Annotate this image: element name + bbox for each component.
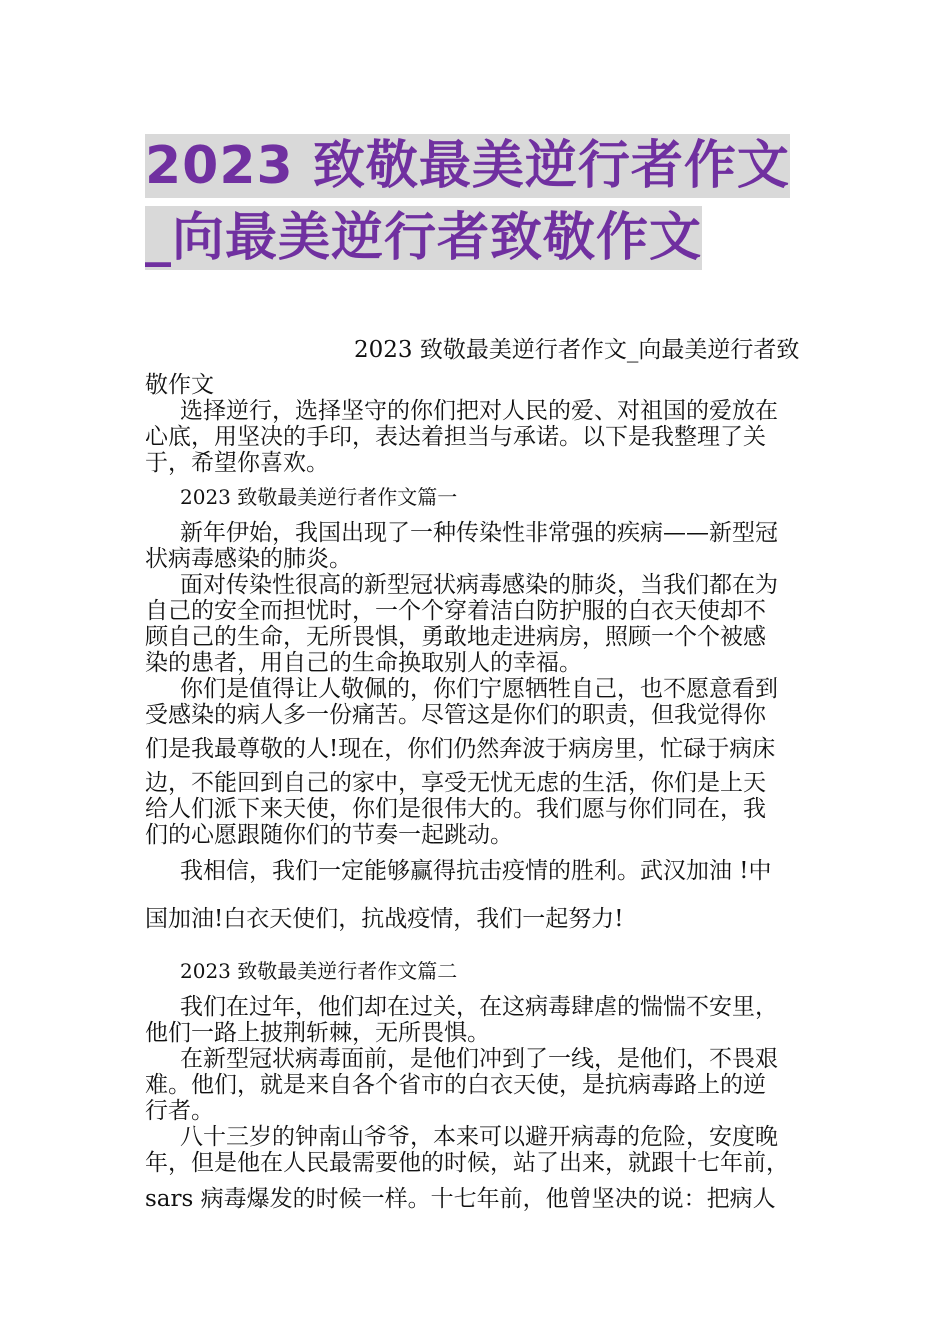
section-2-line: 他们一路上披荆斩棘，无所畏惧。 xyxy=(145,1020,490,1046)
section-2-line: 八十三岁的钟南山爷爷，本来可以避开病毒的危险，安度晚 xyxy=(180,1124,778,1150)
intro-line: 心底，用坚决的手印，表达着担当与承诺。以下是我整理了关 xyxy=(145,424,766,450)
subtitle-line-2: 敬作文 xyxy=(145,372,214,398)
section-1-line: 我相信，我们一定能够赢得抗击疫情的胜利。武汉加油 !中 xyxy=(180,858,772,884)
section-1-line: 们的心愿跟随你们的节奏一起跳动。 xyxy=(145,822,513,848)
section-1-heading: 2023 致敬最美逆行者作文篇一 xyxy=(180,485,458,509)
title-line-2: _向最美逆行者致敬作文 xyxy=(145,208,703,268)
intro-line: 选择逆行，选择坚守的你们把对人民的爱、对祖国的爱放在 xyxy=(180,398,778,424)
section-1-line: 新年伊始，我国出现了一种传染性非常强的疾病——新型冠 xyxy=(180,520,778,546)
section-1-line: 国加油!白衣天使们，抗战疫情，我们一起努力! xyxy=(145,906,624,932)
section-1-line: 面对传染性很高的新型冠状病毒感染的肺炎，当我们都在为 xyxy=(180,572,778,598)
section-1-line: 状病毒感染的肺炎。 xyxy=(145,546,352,572)
section-1-line: 给人们派下来天使，你们是很伟大的。我们愿与你们同在，我 xyxy=(145,796,766,822)
section-1-line: 受感染的病人多一份痛苦。尽管这是你们的职责，但我觉得你 xyxy=(145,702,766,728)
section-1-line: 你们是值得让人敬佩的，你们宁愿牺牲自己，也不愿意看到 xyxy=(180,676,778,702)
intro-line: 于，希望你喜欢。 xyxy=(145,450,329,476)
section-1-line: 们是我最尊敬的人!现在，你们仍然奔波于病房里，忙碌于病床 xyxy=(145,736,776,762)
section-2-line: sars 病毒爆发的时候一样。十七年前，他曾坚决的说：把病人 xyxy=(145,1186,776,1212)
section-2-line: 年，但是他在人民最需要他的时候，站了出来，就跟十七年前， xyxy=(145,1150,789,1176)
section-2-line: 难。他们，就是来自各个省市的白衣天使，是抗病毒路上的逆 xyxy=(145,1072,766,1098)
section-1-line: 自己的安全而担忧时，一个个穿着洁白防护服的白衣天使却不 xyxy=(145,598,766,624)
section-2-line: 我们在过年，他们却在过关，在这病毒肆虐的惴惴不安里， xyxy=(180,994,778,1020)
section-2-line: 行者。 xyxy=(145,1098,214,1124)
section-1-line: 染的患者，用自己的生命换取别人的幸福。 xyxy=(145,650,582,676)
section-2-line: 在新型冠状病毒面前，是他们冲到了一线，是他们，不畏艰 xyxy=(180,1046,778,1072)
section-2-heading: 2023 致敬最美逆行者作文篇二 xyxy=(180,959,458,983)
section-1-line: 边，不能回到自己的家中，享受无忧无虑的生活，你们是上天 xyxy=(145,770,766,796)
subtitle-line-1: 2023 致敬最美逆行者作文_向最美逆行者致 xyxy=(354,337,800,363)
section-1-line: 顾自己的生命，无所畏惧，勇敢地走进病房，照顾一个个被感 xyxy=(145,624,766,650)
title-line-1: 2023 致敬最美逆行者作文 xyxy=(145,136,790,196)
